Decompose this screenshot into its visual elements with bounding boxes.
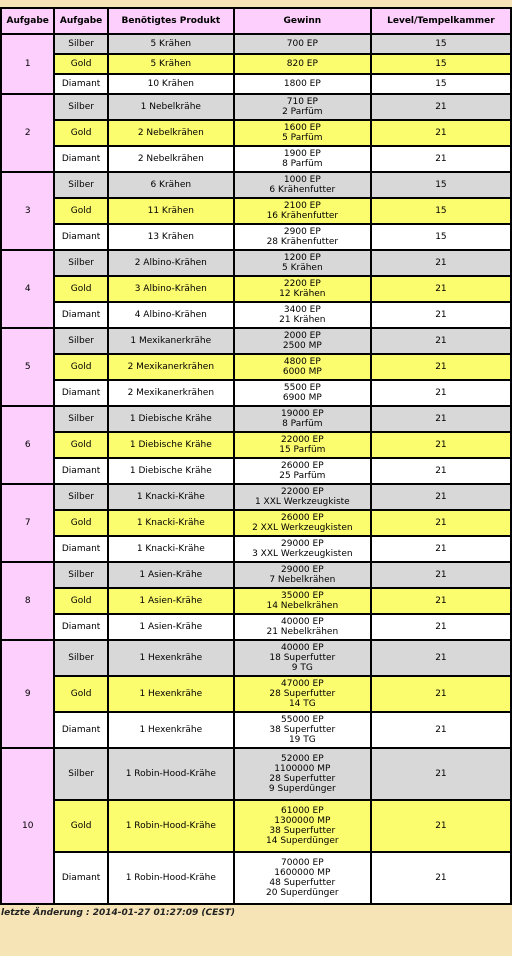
tier-cell: Gold: [55, 511, 106, 535]
header-product: Benötigtes Produkt: [109, 9, 233, 33]
tier-cell: Gold: [55, 55, 106, 73]
product-cell: 1 Robin-Hood-Krähe: [109, 749, 233, 799]
table-row: [2, 75, 510, 93]
level-cell: 21: [372, 641, 510, 675]
reward-cell: [235, 55, 370, 73]
table-row: [2, 95, 510, 119]
reward-line: 1800 EP: [283, 79, 321, 89]
reward-cell: [235, 95, 370, 119]
level-cell: 21: [372, 749, 510, 799]
level-cell: 21: [372, 95, 510, 119]
table-row: [2, 677, 510, 711]
reward-line: 21 Krähen: [279, 315, 326, 325]
product-cell: 11 Krähen: [109, 199, 233, 223]
reward-line: 1600 EP: [283, 123, 321, 133]
task-number: 9: [2, 641, 53, 747]
reward-cell: [235, 225, 370, 249]
reward-line: 28 Krähenfutter: [266, 237, 339, 247]
reward-line: 4800 EP: [283, 357, 321, 367]
tier-cell: Silber: [55, 485, 106, 509]
reward-cell: [235, 173, 370, 197]
level-cell: 21: [372, 853, 510, 903]
reward-line: 52000 EP: [281, 754, 324, 764]
reward-cell: [235, 511, 370, 535]
product-cell: 2 Mexikanerkrähen: [109, 355, 233, 379]
reward-line: 2000 EP: [283, 331, 321, 341]
product-cell: 10 Krähen: [109, 75, 233, 93]
level-cell: 21: [372, 615, 510, 639]
table-row: [2, 55, 510, 73]
reward-line: 28 Superfutter: [269, 774, 336, 784]
level-cell: 15: [372, 199, 510, 223]
reward-cell: [235, 459, 370, 483]
product-cell: 4 Albino-Krähen: [109, 303, 233, 327]
reward-line: 14 Superdünger: [266, 836, 339, 846]
product-cell: 1 Hexenkrähe: [109, 641, 233, 675]
tier-cell: Gold: [55, 277, 106, 301]
table-row: [2, 853, 510, 903]
reward-line: 2 Parfüm: [282, 107, 323, 117]
reward-cell: [235, 563, 370, 587]
product-cell: 5 Krähen: [109, 35, 233, 53]
level-cell: 21: [372, 459, 510, 483]
reward-cell: [235, 677, 370, 711]
reward-cell: [235, 303, 370, 327]
reward-line: 25 Parfüm: [279, 471, 326, 481]
tier-cell: Silber: [55, 95, 106, 119]
table-row: [2, 381, 510, 405]
level-cell: 21: [372, 511, 510, 535]
tier-cell: Silber: [55, 563, 106, 587]
tier-cell: Gold: [55, 121, 106, 145]
level-cell: 21: [372, 713, 510, 747]
table-row: [2, 537, 510, 561]
table-row: [2, 121, 510, 145]
level-cell: 21: [372, 801, 510, 851]
table-row: [2, 563, 510, 587]
table-row: [2, 303, 510, 327]
tier-cell: Silber: [55, 35, 106, 53]
reward-line: 19 TG: [288, 735, 316, 745]
reward-line: 5 Krähen: [282, 263, 323, 273]
level-cell: 21: [372, 121, 510, 145]
tier-cell: Diamant: [55, 381, 106, 405]
reward-line: 2900 EP: [283, 227, 321, 237]
tier-cell: Silber: [55, 251, 106, 275]
reward-line: 29000 EP: [281, 539, 324, 549]
reward-line: 820 EP: [286, 59, 318, 69]
level-cell: 21: [372, 677, 510, 711]
table-row: [2, 749, 510, 799]
level-cell: 21: [372, 277, 510, 301]
reward-line: 26000 EP: [281, 513, 324, 523]
tier-cell: Diamant: [55, 853, 106, 903]
reward-line: 1000 EP: [283, 175, 321, 185]
reward-line: 22000 EP: [281, 435, 324, 445]
tier-cell: Diamant: [55, 225, 106, 249]
table-row: [2, 277, 510, 301]
product-cell: 1 Robin-Hood-Krähe: [109, 853, 233, 903]
reward-line: 22000 EP: [281, 487, 324, 497]
reward-line: 70000 EP: [281, 858, 324, 868]
reward-line: 1200 EP: [283, 253, 321, 263]
table-row: [2, 589, 510, 613]
reward-cell: [235, 641, 370, 675]
reward-cell: [235, 199, 370, 223]
task-number: 5: [2, 329, 53, 405]
product-cell: 1 Asien-Krähe: [109, 615, 233, 639]
reward-cell: [235, 329, 370, 353]
reward-cell: [235, 749, 370, 799]
reward-line: 9 TG: [291, 663, 313, 673]
table-row: [2, 35, 510, 53]
header-level: Level/Tempelkammer: [372, 9, 510, 33]
reward-cell: [235, 407, 370, 431]
reward-line: 3 XXL Werkzeugkisten: [252, 549, 353, 559]
table-row: [2, 511, 510, 535]
product-cell: 1 Knacki-Krähe: [109, 537, 233, 561]
task-number: 1: [2, 35, 53, 93]
reward-cell: [235, 433, 370, 457]
tier-cell: Silber: [55, 173, 106, 197]
task-number: 4: [2, 251, 53, 327]
reward-line: 6000 MP: [282, 367, 322, 377]
tier-cell: Diamant: [55, 615, 106, 639]
table-row: [2, 615, 510, 639]
reward-line: 3400 EP: [283, 305, 321, 315]
table-row: [2, 251, 510, 275]
product-cell: 1 Diebische Krähe: [109, 433, 233, 457]
tier-cell: Gold: [55, 589, 106, 613]
reward-line: 6 Krähenfutter: [269, 185, 336, 195]
product-cell: 6 Krähen: [109, 173, 233, 197]
level-cell: 21: [372, 589, 510, 613]
reward-line: 8 Parfüm: [282, 419, 323, 429]
reward-line: 6900 MP: [282, 393, 322, 403]
table-row: [2, 801, 510, 851]
tier-cell: Diamant: [55, 147, 106, 171]
reward-line: 38 Superfutter: [269, 826, 336, 836]
reward-cell: [235, 251, 370, 275]
product-cell: 1 Knacki-Krähe: [109, 485, 233, 509]
product-cell: 1 Mexikanerkrähe: [109, 329, 233, 353]
task-number: 2: [2, 95, 53, 171]
table-row: [2, 329, 510, 353]
reward-line: 28 Superfutter: [269, 689, 336, 699]
level-cell: 21: [372, 381, 510, 405]
product-cell: 1 Hexenkrähe: [109, 677, 233, 711]
tier-cell: Silber: [55, 329, 106, 353]
reward-line: 35000 EP: [281, 591, 324, 601]
table-row: [2, 485, 510, 509]
product-cell: 2 Albino-Krähen: [109, 251, 233, 275]
header-reward: Gewinn: [235, 9, 370, 33]
tier-cell: Gold: [55, 355, 106, 379]
tier-cell: Silber: [55, 749, 106, 799]
tier-cell: Gold: [55, 199, 106, 223]
reward-line: 12 Krähen: [279, 289, 326, 299]
task-number: 7: [2, 485, 53, 561]
table-row: [2, 407, 510, 431]
reward-cell: [235, 853, 370, 903]
product-cell: 13 Krähen: [109, 225, 233, 249]
header-aufgabe: Aufgabe: [2, 9, 53, 33]
reward-cell: [235, 713, 370, 747]
reward-line: 2100 EP: [283, 201, 321, 211]
product-cell: 2 Nebelkrähen: [109, 147, 233, 171]
task-number: 3: [2, 173, 53, 249]
reward-line: 20 Superdünger: [266, 888, 339, 898]
reward-cell: [235, 147, 370, 171]
product-cell: 1 Robin-Hood-Krähe: [109, 801, 233, 851]
product-cell: 1 Nebelkrähe: [109, 95, 233, 119]
reward-cell: [235, 35, 370, 53]
level-cell: 21: [372, 537, 510, 561]
level-cell: 15: [372, 35, 510, 53]
reward-line: 15 Parfüm: [279, 445, 326, 455]
tier-cell: Gold: [55, 433, 106, 457]
product-cell: 1 Asien-Krähe: [109, 563, 233, 587]
level-cell: 15: [372, 75, 510, 93]
level-cell: 21: [372, 329, 510, 353]
product-cell: 1 Knacki-Krähe: [109, 511, 233, 535]
reward-cell: [235, 801, 370, 851]
reward-line: 40000 EP: [281, 617, 324, 627]
table-row: [2, 147, 510, 171]
reward-cell: [235, 355, 370, 379]
reward-cell: [235, 537, 370, 561]
reward-line: 2 XXL Werkzeugkisten: [252, 523, 353, 533]
level-cell: 15: [372, 225, 510, 249]
reward-line: 2200 EP: [283, 279, 321, 289]
reward-line: 8 Parfüm: [282, 159, 323, 169]
table-row: [2, 199, 510, 223]
reward-line: 1600000 MP: [274, 868, 331, 878]
product-cell: 2 Mexikanerkrähen: [109, 381, 233, 405]
reward-line: 48 Superfutter: [269, 878, 336, 888]
level-cell: 21: [372, 485, 510, 509]
header-aufgabe-tier: Aufgabe: [55, 9, 106, 33]
table-row: [2, 173, 510, 197]
reward-line: 40000 EP: [281, 643, 324, 653]
last-modified: letzte Änderung : 2014-01-27 01:27:09 (CEST): [1, 908, 235, 918]
reward-cell: [235, 121, 370, 145]
tier-cell: Diamant: [55, 537, 106, 561]
quest-table: [0, 7, 512, 905]
reward-line: 47000 EP: [281, 679, 324, 689]
table-row: [2, 713, 510, 747]
reward-cell: [235, 615, 370, 639]
product-cell: 2 Nebelkrähen: [109, 121, 233, 145]
level-cell: 21: [372, 563, 510, 587]
reward-line: 19000 EP: [281, 409, 324, 419]
tier-cell: Silber: [55, 641, 106, 675]
product-cell: 1 Hexenkrähe: [109, 713, 233, 747]
reward-line: 5 Parfüm: [282, 133, 323, 143]
tier-cell: Silber: [55, 407, 106, 431]
product-cell: 1 Diebische Krähe: [109, 407, 233, 431]
tier-cell: Diamant: [55, 303, 106, 327]
product-cell: 3 Albino-Krähen: [109, 277, 233, 301]
reward-line: 710 EP: [286, 97, 318, 107]
tier-cell: Diamant: [55, 713, 106, 747]
task-number: 10: [2, 749, 53, 903]
tier-cell: Gold: [55, 801, 106, 851]
reward-line: 14 TG: [288, 699, 316, 709]
level-cell: 21: [372, 407, 510, 431]
level-cell: 21: [372, 251, 510, 275]
reward-line: 7 Nebelkrähen: [269, 575, 336, 585]
table-row: [2, 641, 510, 675]
reward-cell: [235, 485, 370, 509]
level-cell: 15: [372, 173, 510, 197]
reward-line: 9 Superdünger: [268, 784, 336, 794]
reward-line: 1 XXL Werkzeugkiste: [254, 497, 350, 507]
reward-line: 26000 EP: [281, 461, 324, 471]
level-cell: 21: [372, 433, 510, 457]
tier-cell: Diamant: [55, 75, 106, 93]
table-row: [2, 225, 510, 249]
level-cell: 21: [372, 355, 510, 379]
table-row: [2, 433, 510, 457]
reward-cell: [235, 589, 370, 613]
level-cell: 21: [372, 303, 510, 327]
reward-line: 16 Krähenfutter: [266, 211, 339, 221]
product-cell: 1 Diebische Krähe: [109, 459, 233, 483]
tier-cell: Gold: [55, 677, 106, 711]
reward-line: 38 Superfutter: [269, 725, 336, 735]
reward-cell: [235, 75, 370, 93]
table-row: [2, 355, 510, 379]
product-cell: 1 Asien-Krähe: [109, 589, 233, 613]
reward-cell: [235, 381, 370, 405]
level-cell: 15: [372, 55, 510, 73]
task-number: 6: [2, 407, 53, 483]
header-row: [2, 9, 510, 33]
reward-cell: [235, 277, 370, 301]
task-number: 8: [2, 563, 53, 639]
tier-cell: Diamant: [55, 459, 106, 483]
table-row: [2, 459, 510, 483]
reward-line: 5500 EP: [283, 383, 321, 393]
reward-line: 61000 EP: [281, 806, 324, 816]
reward-line: 1900 EP: [283, 149, 321, 159]
reward-line: 14 Nebelkrähen: [266, 601, 339, 611]
reward-line: 700 EP: [286, 39, 318, 49]
reward-line: 18 Superfutter: [269, 653, 336, 663]
reward-line: 1100000 MP: [274, 764, 331, 774]
reward-line: 21 Nebelkrähen: [266, 627, 339, 637]
reward-line: 1300000 MP: [274, 816, 331, 826]
level-cell: 21: [372, 147, 510, 171]
product-cell: 5 Krähen: [109, 55, 233, 73]
reward-line: 55000 EP: [281, 715, 324, 725]
reward-line: 29000 EP: [281, 565, 324, 575]
reward-line: 2500 MP: [282, 341, 322, 351]
table-body: [2, 35, 510, 903]
